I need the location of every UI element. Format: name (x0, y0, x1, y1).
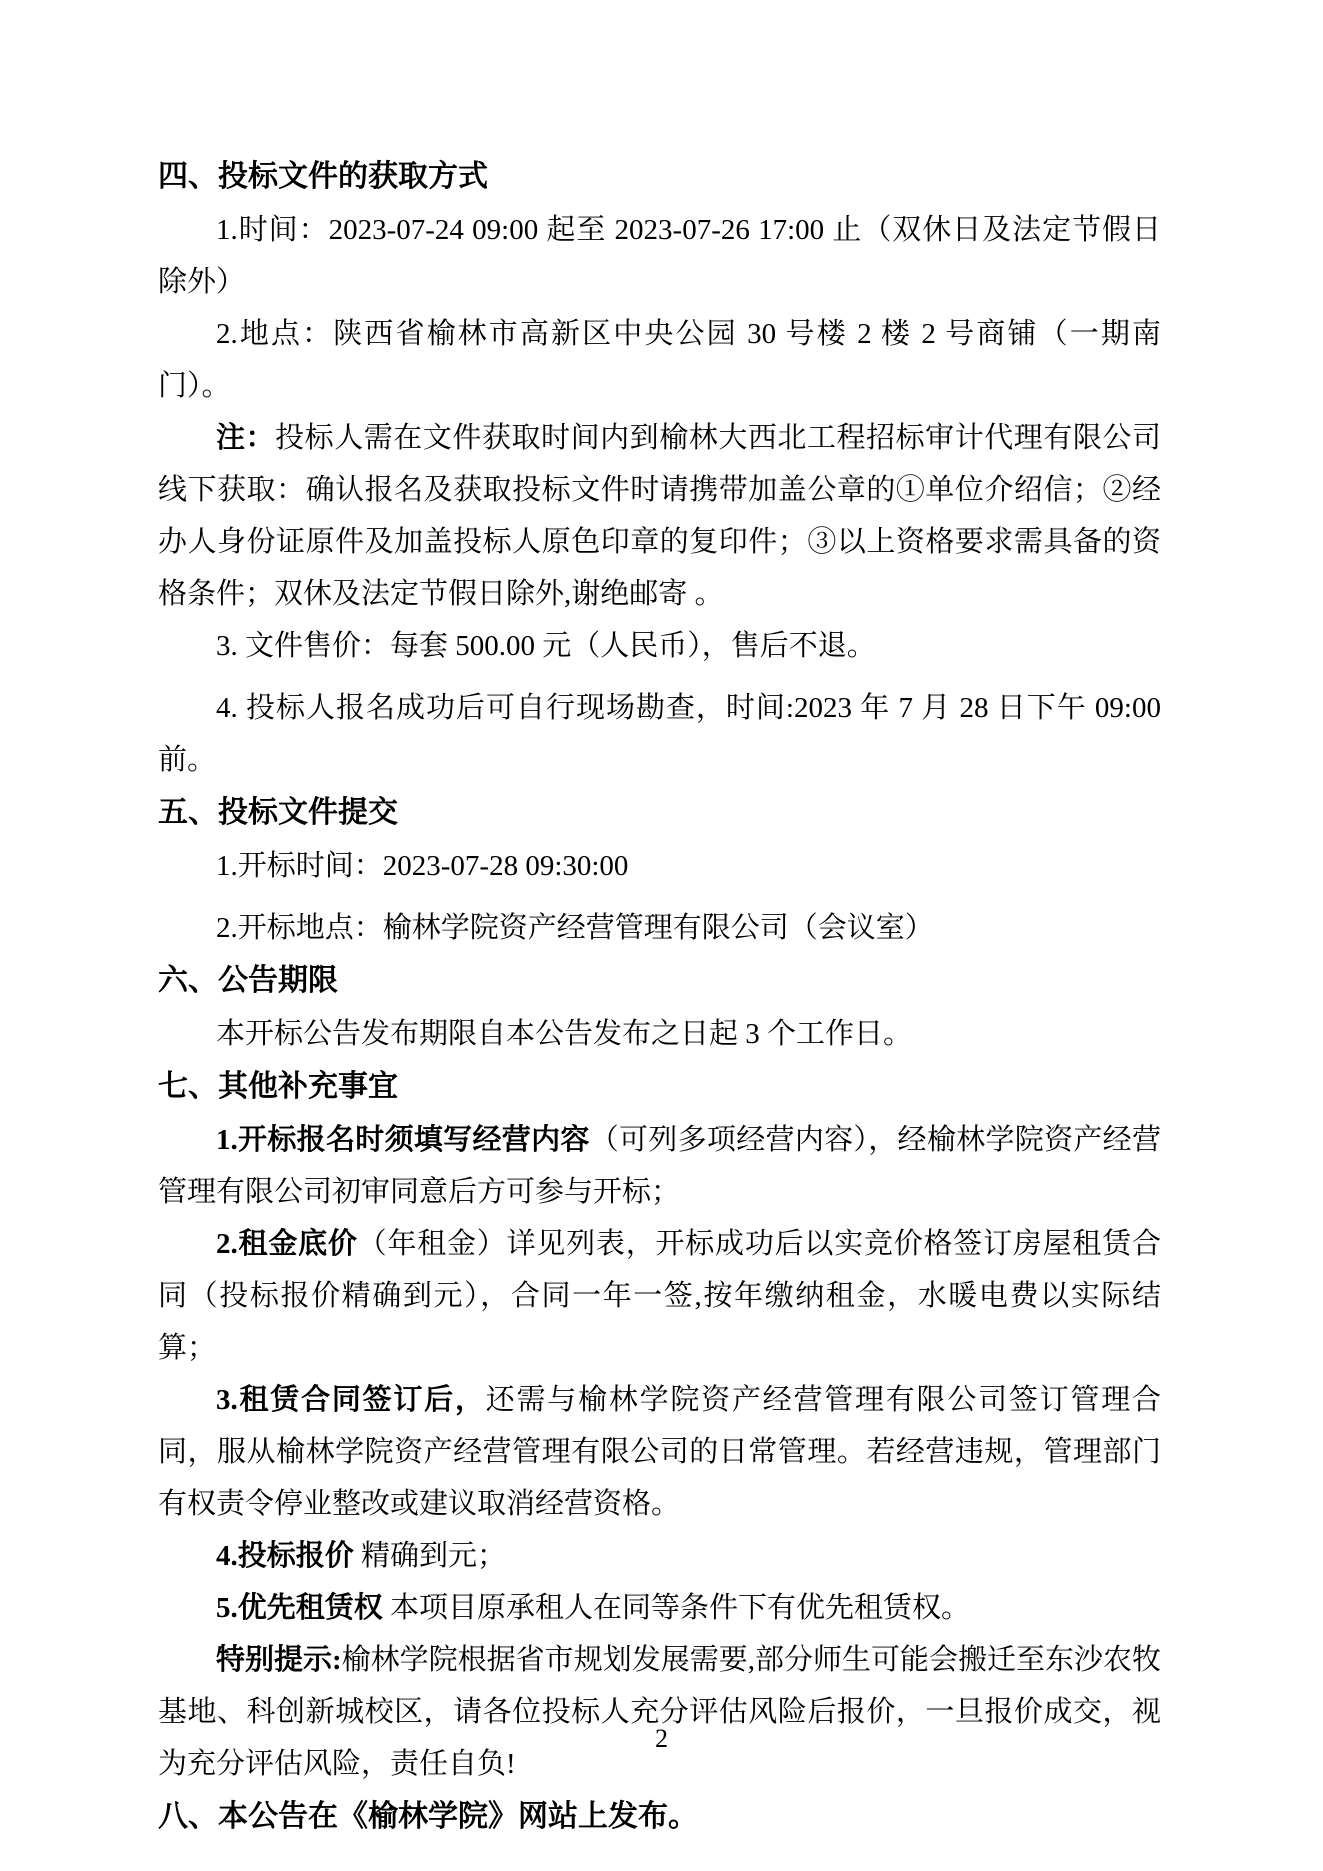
heading-section-8-publication-website: 八、本公告在《榆林学院》网站上发布。 (158, 1800, 698, 1833)
text-run: 1.开标时间：2023-07-28 09:30:00 (216, 850, 629, 882)
text-run: 榆林学院根据省市规划发展需要,部分师生可能会搬迁至东沙农牧基地、科创新城校区，请各位投标人充分评估风险后报价，一旦报价成交，视为充分评估风险，责任自负! (158, 1644, 1161, 1780)
paragraph-special-notice (158, 1634, 1161, 1790)
text-run: 4. 投标人报名成功后可自行现场勘查，时间:2023 年 7 月 28 日下午 09:00 前。 (158, 692, 1169, 776)
item-label: 4.投标报价 (216, 1540, 354, 1572)
paragraph-note (158, 412, 1161, 620)
paragraph-management-contract (158, 1374, 1161, 1530)
text-run: 2.地点：陕西省榆林市高新区中央公园 30 号楼 2 楼 2 号商铺（一期南门）。 (158, 318, 1161, 402)
paragraph-obtain-time (158, 204, 1161, 308)
text-run: （可列多项经营内容），经榆林学院资产经营管理有限公司初审同意后方可参与开标； (158, 1124, 1161, 1208)
text-run: 本项目原承租人在同等条件下有优先租赁权。 (382, 1592, 971, 1624)
special-notice-label: 特别提示: (216, 1644, 342, 1676)
paragraph-document-price (158, 620, 1161, 672)
text-run: （年租金）详见列表，开标成功后以实竞价格签订房屋租赁合同（投标报价精确到元），合同一年一签,按年缴纳租金，水暖电费以实际结算； (158, 1228, 1161, 1364)
paragraph-bid-opening-location (158, 902, 1161, 954)
paragraph-obtain-location (158, 308, 1161, 412)
item-label: 5.优先租赁权 (216, 1592, 383, 1624)
item-label: 1.开标报名时须填写经营内容 (216, 1124, 590, 1156)
text-run: 精确到元； (353, 1540, 507, 1572)
paragraph-announcement-period (158, 1008, 1161, 1060)
text-run: 还需与榆林学院资产经营管理有限公司签订管理合同，服从榆林学院资产经营管理有限公司的日常管理。若经营违规，管理部门有权责令停业整改或建议取消经营资格。 (158, 1384, 1161, 1520)
paragraph-priority-lease (158, 1582, 1161, 1634)
text-run: 本开标公告发布期限自本公告发布之日起 3 个工作日。 (216, 1018, 913, 1050)
item-label: 3.租赁合同签订后， (216, 1384, 486, 1416)
text-run: 1.时间：2023-07-24 09:00 起至 2023-07-26 17:00 止（双休日及法定节假日除外） (158, 214, 1161, 298)
page-number: 2 (655, 1724, 668, 1753)
heading-section-5-bid-submission: 五、投标文件提交 (158, 796, 398, 829)
heading-section-6-announcement-period: 六、公告期限 (158, 964, 338, 997)
paragraph-bid-opening-time (158, 840, 1161, 892)
text-run: 3. 文件售价：每套 500.00 元（人民币），售后不退。 (216, 630, 876, 662)
paragraph-site-survey (158, 682, 1169, 786)
paragraph-rent-base-price (158, 1218, 1161, 1374)
heading-section-7-supplementary-matters: 七、其他补充事宜 (158, 1070, 398, 1103)
note-label: 注： (216, 422, 276, 454)
item-label: 2.租金底价 (216, 1228, 358, 1260)
paragraph-bid-quote (158, 1530, 1161, 1582)
text-run: 投标人需在文件获取时间内到榆林大西北工程招标审计代理有限公司线下获取：确认报名及获取投标文件时请携带加盖公章的①单位介绍信；②经办人身份证原件及加盖投标人原色印章的复印件；③以上资格要求需具备的资格条件；双休及法定节假日除外,谢绝邮寄 。 (158, 422, 1161, 610)
text-run: 2.开标地点：榆林学院资产经营管理有限公司（会议室） (216, 912, 934, 944)
paragraph-business-content (158, 1114, 1161, 1218)
heading-section-4-obtain-method: 四、投标文件的获取方式 (158, 160, 488, 193)
